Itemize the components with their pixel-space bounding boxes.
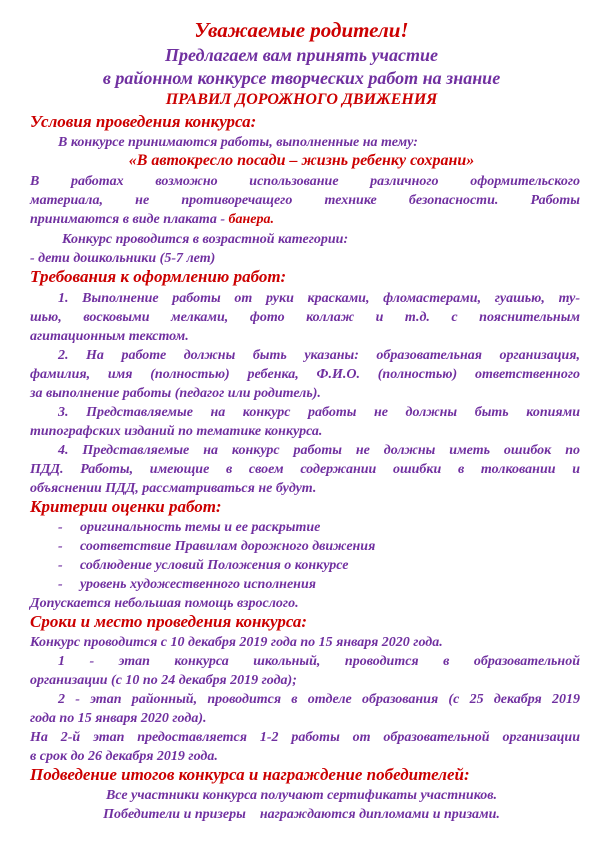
requirement-item: 3. Представляемые на конкурс работы не должны быть копиями	[58, 405, 580, 420]
age-category: - дети дошкольники (5-7 лет)	[30, 251, 216, 266]
conditions-text: Конкурс проводится в возрастной категории:	[62, 232, 349, 247]
criteria-item	[58, 519, 320, 537]
requirement-item: агитационным текстом.	[30, 329, 189, 344]
list-dash: -	[58, 577, 63, 592]
list-dash: -	[58, 539, 63, 554]
requirement-item: 1. Выполнение работы от руки красками, фломастерами, гуашью, ту-	[58, 291, 580, 306]
criteria-item-text: уровень художественного исполнения	[80, 577, 316, 592]
requirement-item: объяснении ПДД, рассматриваться не будут.	[30, 481, 317, 496]
schedule-text: года по 15 января 2020 года).	[30, 711, 207, 726]
conditions-text: В конкурсе принимаются работы, выполненные на тему:	[58, 135, 418, 150]
schedule-heading: Сроки и место проведения конкурса:	[30, 612, 308, 631]
contest-theme: «В автокресло посади – жизнь ребенку сохрани»	[128, 152, 475, 169]
schedule-text: 1 - этап конкурса школьный, проводится в образовательной	[58, 654, 580, 669]
schedule-text: На 2-й этап предоставляется 1-2 работы от образовательной организации	[30, 730, 580, 745]
schedule-text: в срок до 26 декабря 2019 года.	[30, 749, 218, 764]
results-text: Все участники конкурса получают сертификаты участников.	[105, 788, 498, 803]
requirement-item: шью, восковыми мелками, фото коллаж и т.д. с пояснительным	[30, 310, 580, 325]
conditions-text: материала, не противоречащего технике безопасности. Работы	[30, 193, 580, 208]
requirement-item: за выполнение работы (педагог или родитель).	[30, 386, 321, 401]
results-heading: Подведение итогов конкурса и награждение победителей:	[30, 765, 470, 784]
conditions-heading: Условия проведения конкурса:	[30, 112, 257, 131]
requirement-item: типографских изданий по тематике конкурса.	[30, 424, 323, 439]
conditions-text-part: принимаются в виде плаката -	[30, 212, 229, 227]
subtitle-line-3: ПРАВИЛ ДОРОЖНОГО ДВИЖЕНИЯ	[165, 91, 438, 108]
list-dash: -	[58, 558, 63, 573]
conditions-text: В работах возможно использование различного оформительского	[30, 174, 580, 189]
schedule-text: организации (с 10 по 24 декабря 2019 года);	[30, 673, 297, 688]
criteria-item	[58, 538, 375, 556]
schedule-text: Конкурс проводится с 10 декабря 2019 года по 15 января 2020 года.	[30, 635, 443, 650]
criteria-item	[58, 576, 316, 594]
page-title: Уважаемые родители!	[194, 18, 409, 42]
banner-word: банера.	[228, 212, 274, 227]
criteria-note: Допускается небольшая помощь взрослого.	[30, 596, 299, 611]
schedule-text: 2 - этап районный, проводится в отделе образования (с 25 декабря 2019	[58, 692, 580, 707]
list-dash: -	[58, 520, 63, 535]
conditions-text	[30, 211, 274, 229]
criteria-item-text: оригинальность темы и ее раскрытие	[80, 520, 321, 535]
requirement-item: фамилия, имя (полностью) ребенка, Ф.И.О. (полностью) ответственного	[30, 367, 580, 382]
criteria-heading: Критерии оценки работ:	[30, 497, 222, 516]
criteria-item	[58, 557, 349, 575]
requirement-item: 2. На работе должны быть указаны: образовательная организация,	[58, 348, 580, 363]
results-text: Победители и призеры награждаются дипломами и призами.	[103, 807, 500, 822]
requirement-item: 4. Представляемые на конкурс работы не должны иметь ошибок по	[58, 443, 580, 458]
subtitle-line-1: Предлагаем вам принять участие	[165, 45, 438, 65]
subtitle-line-2: в районном конкурсе творческих работ на знание	[102, 68, 501, 88]
criteria-item-text: соблюдение условий Положения о конкурсе	[80, 558, 349, 573]
requirement-item: ПДД. Работы, имеющие в своем содержании ошибки в толковании и	[30, 462, 580, 477]
requirements-heading: Требования к оформлению работ:	[30, 267, 287, 286]
criteria-item-text: соответствие Правилам дорожного движения	[80, 539, 376, 554]
